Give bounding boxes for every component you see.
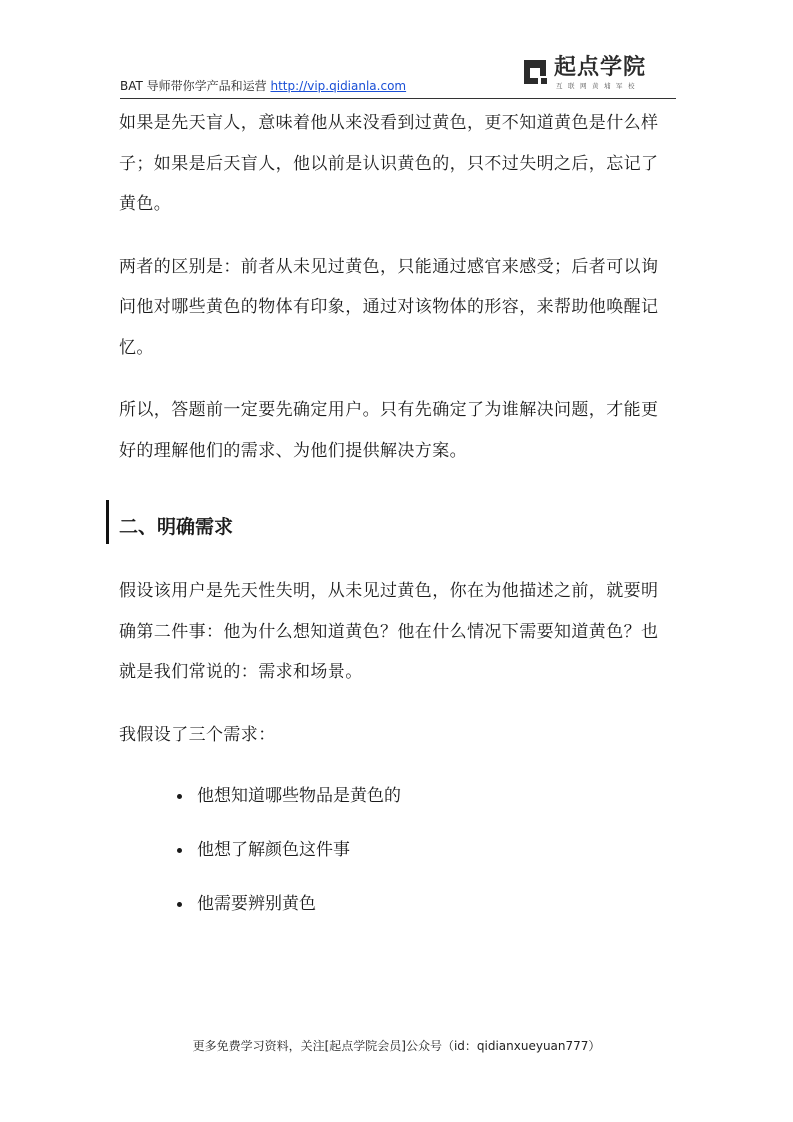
logo-name: 起点学院 <box>554 55 647 80</box>
list-item-text: 他想知道哪些物品是黄色的 <box>197 786 401 806</box>
logo-tagline: 互联网黄埔军校 <box>556 82 640 90</box>
paragraph: 所以，答题前一定要先确定用户。只有先确定了为谁解决问题，才能更好的理解他们的需求、为他们提供解决方案。 <box>119 400 659 461</box>
bullet-dot-icon <box>177 902 182 907</box>
list-item <box>177 783 675 809</box>
bullet-dot-icon <box>177 794 182 799</box>
logo-mark-icon <box>522 58 548 86</box>
brand-logo <box>522 56 672 92</box>
list-item-text: 他想了解颜色这件事 <box>197 840 350 860</box>
paragraph: 如果是先天盲人，意味着他从来没看到过黄色，更不知道黄色是什么样子；如果是后天盲人，他以前是认识黄色的，只不过失明之后，忘记了黄色。 <box>119 113 659 214</box>
page-header <box>120 52 676 99</box>
heading-bar <box>106 500 109 544</box>
page-footer: 更多免费学习资料，关注[起点学院会员]公众号（id：qidianxueyuan777） <box>192 1039 601 1053</box>
header-slogan: BAT 导师带你学产品和运营 <box>120 79 271 93</box>
needs-list <box>119 783 675 917</box>
header-text <box>120 77 406 94</box>
list-item <box>177 837 675 863</box>
list-item-text: 他需要辨别黄色 <box>197 894 316 914</box>
section-heading <box>119 507 675 547</box>
paragraph: 两者的区别是：前者从未见过黄色，只能通过感官来感受；后者可以询问他对哪些黄色的物体有印象，通过对该物体的形容，来帮助他唤醒记忆。 <box>119 256 659 358</box>
header-link[interactable]: http://vip.qidianla.com <box>270 79 407 93</box>
paragraph: 假设该用户是先天性失明，从未见过黄色，你在为他描述之前，就要明确第二件事：他为什么想知道黄色？他在什么情况下需要知道黄色？也就是我们常说的：需求和场景。 <box>119 581 659 682</box>
list-item <box>177 891 675 917</box>
section-heading-text: 二、明确需求 <box>119 516 234 538</box>
bullets-intro: 我假设了三个需求： <box>119 724 276 745</box>
document-body <box>119 103 675 945</box>
bullet-dot-icon <box>177 848 182 853</box>
